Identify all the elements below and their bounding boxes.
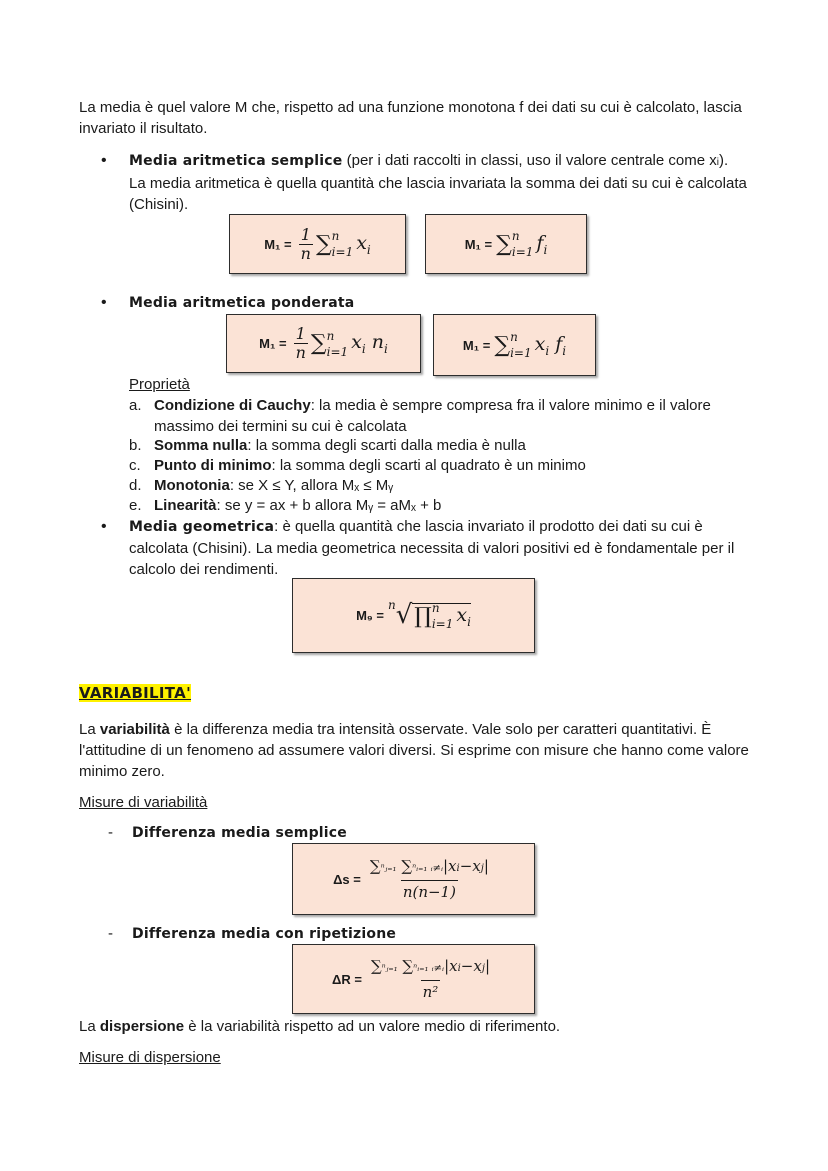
list-letter: c. [129,457,141,474]
bullet: • [101,518,107,535]
formula-label: M₉ = [356,608,384,623]
proprieta-title: Proprietà [129,376,190,393]
list-letter: b. [129,437,142,454]
media-aritmetica-desc: La media aritmetica è quella quantità che lascia invariata la somma dei dati su cui è calcolata (Chisini). [129,175,747,213]
intro-paragraph: La media è quel valore M che, rispetto ad una funzione monotona f dei dati su cui è calcolato, lascia invariato il risultato. [79,99,742,137]
formula-diff-semplice: Δs = $\frac{\text{∑ⁿⱼ₌₁ ∑ⁿᵢ₌₁ ᵢ≠ᵢ|xi−xj|}}{n(n-1)}$ [333,857,489,901]
formula-diff-ripetizione: ΔR = $\frac{\text{∑ⁿⱼ₌₁ ∑ⁿᵢ₌₁ ᵢ≠ᵢ|xi−xj|}}{\text{n²}}$ [332,957,490,1001]
formula-box-media-semplice [229,214,406,274]
bullet: • [101,294,107,311]
dispersione-paragraph: La dispersione è la variabilità rispetto ad un valore medio di riferimento. [79,1018,561,1035]
formula-box-diff-semplice [292,843,535,915]
note-subscript: i [716,157,719,168]
media-geometrica-desc: : è quella quantità che lascia invariato il prodotto dei dati su cui è calcolata (Chisini). La media geometrica necessita di valori positivi ed è fondamentale per il calcolo dei rendimenti. [129,518,735,578]
formula-label: M₁ = [264,236,292,252]
media-geometrica-term: Media geometrica [129,519,275,535]
formula-media-semplice: M₁ = $\frac{1}{n}$ ∑ n i=1 $x_i$ [264,224,371,263]
misure-variabilita-title: Misure di variabilità [79,794,208,811]
formula-media-ponderata: M₁ = $\frac{1}{n}$ ∑ n i=1 $x_i$ $n_i$ [259,324,388,362]
diff-semplice-item: Differenza media semplice [132,825,347,841]
media-aritmetica-note: (per i dati raccolti in classi, uso il valore centrale come x [342,152,717,169]
list-item: Punto di minimo: la somma degli scarti al quadrato è un minimo [154,457,586,474]
list-item: Somma nulla: la somma degli scarti dalla media è nulla [154,437,526,454]
formula-label: ΔR = [332,971,362,987]
list-item: Condizione di Cauchy: la media è sempre compresa fra il valore minimo e il valore massimo dei termini su cui è calcolata [154,397,711,435]
formula-label: M₁ = [259,336,287,351]
formula-label: Δs = [333,871,361,887]
media-ponderata-term: Media aritmetica ponderata [129,295,355,311]
dash-marker: - [108,925,113,942]
media-aritmetica-term: Media aritmetica semplice [129,153,343,169]
formula-box-diff-ripetizione [292,944,535,1014]
misure-dispersione-title: Misure di dispersione [79,1049,221,1066]
formula-media-semplice-freq: M₁ = ∑ n i=1 $f_i$ [464,229,548,259]
formula-media-ponderata-freq: M₁ = ∑ n i=1 $x_i$ $f_i$ [462,330,567,360]
media-geometrica-item [129,516,744,580]
formula-box-media-semplice-freq [425,214,587,274]
media-ponderata-item [129,292,354,314]
media-aritmetica-item [129,150,754,215]
formula-box-media-geometrica [292,578,535,653]
formula-label: M₁ = [464,236,493,252]
variabilita-paragraph: La variabilità è la differenza media tra intensità osservate. Vale solo per caratteri quantitativi. È l'attitudine di un fenomeno ad assumere valori diversi. Si esprime con misure che hanno come valore minimo zero. [79,721,749,780]
diff-ripetizione-item: Differenza media con ripetizione [132,926,397,942]
formula-box-media-ponderata-freq [433,314,596,376]
dash-marker: - [108,824,113,841]
list-letter: e. [129,497,142,514]
bullet: • [101,152,107,169]
list-letter: a. [129,397,142,414]
formula-box-media-ponderata [226,314,421,373]
list-item: Monotonia: se X ≤ Y, allora Mₓ ≤ Mᵧ [154,477,394,494]
list-item: Linearità: se y = ax + b allora Mᵧ = aMₓ + b [154,497,442,514]
section-heading-variabilita: VARIABILITA' [79,684,191,702]
formula-media-geometrica: M₉ = n √ ∏ n i=1 $x_i$ [356,598,471,631]
formula-label: M₁ = [462,337,491,353]
list-letter: d. [129,477,142,494]
note-end: ). [718,152,729,169]
